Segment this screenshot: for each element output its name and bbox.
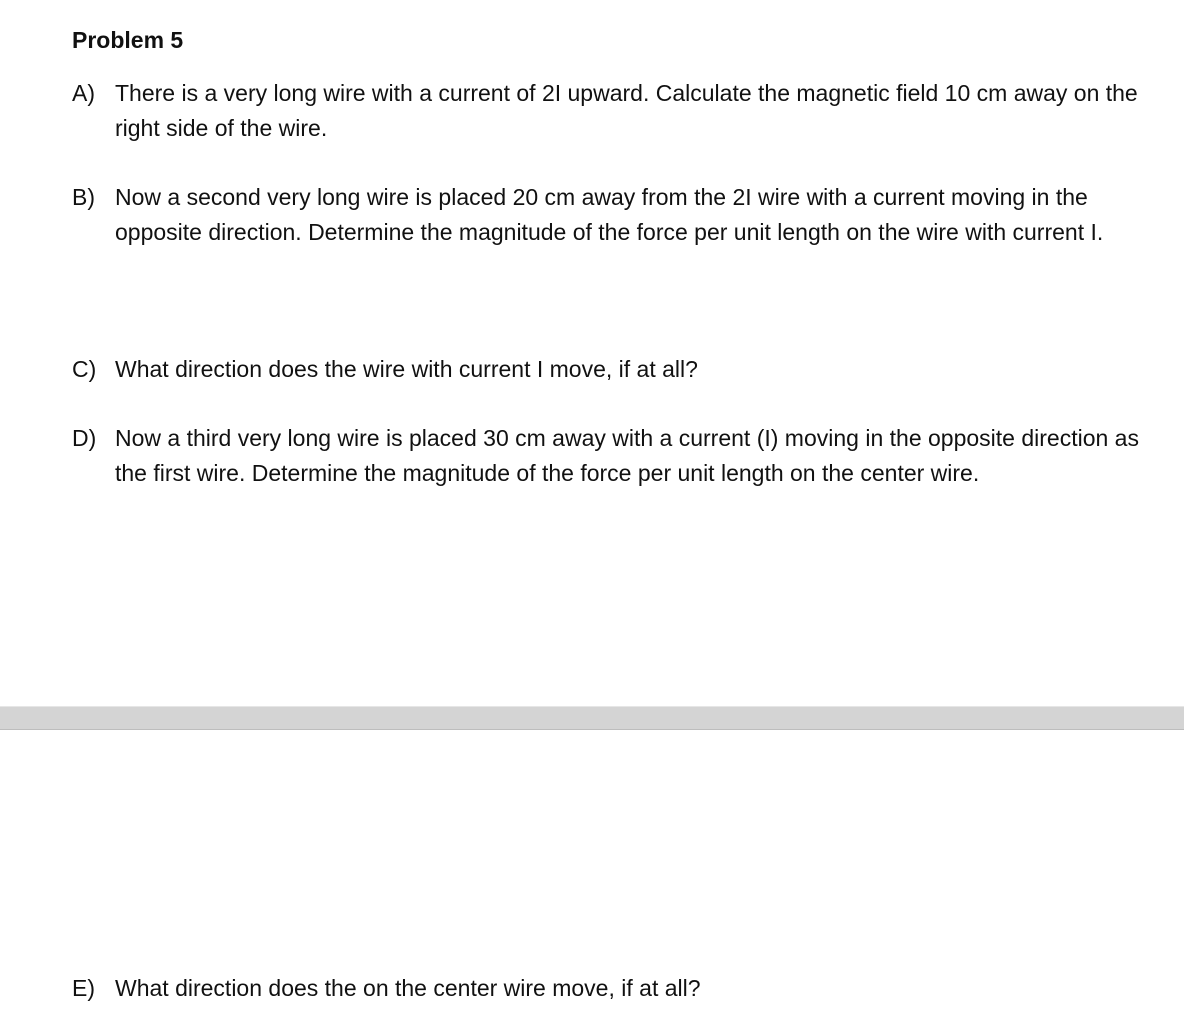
problem-title: Problem 5	[72, 27, 184, 53]
document-page-2	[0, 730, 1184, 1031]
question-b-letter: B)	[72, 184, 95, 210]
question-b-text: Now a second very long wire is placed 20 cm away from the 2I wire with a current moving in the opposite direction. Determine the magnitude of the force per unit length on the wire with current I.	[115, 184, 1104, 245]
question-c-letter: C)	[72, 356, 97, 382]
question-e-text: What direction does the on the center wire move, if at all?	[115, 975, 701, 1001]
question-d-letter: D)	[72, 425, 97, 451]
question-a	[72, 76, 1152, 146]
question-b	[72, 180, 1152, 250]
question-d-text: Now a third very long wire is placed 30 cm away with a current (I) moving in the opposite direction as the first wire. Determine the magnitude of the force per unit length on the center wire.	[115, 425, 1139, 486]
question-a-text: There is a very long wire with a current of 2I upward. Calculate the magnetic field 10 cm away on the right side of the wire.	[115, 80, 1138, 141]
question-c-text: What direction does the wire with current I move, if at all?	[115, 356, 698, 382]
question-e-letter: E)	[72, 975, 95, 1001]
question-e	[72, 971, 1152, 1006]
question-d	[72, 421, 1152, 491]
page-break-separator	[0, 706, 1184, 730]
question-c	[72, 352, 1152, 387]
question-a-letter: A)	[72, 80, 95, 106]
